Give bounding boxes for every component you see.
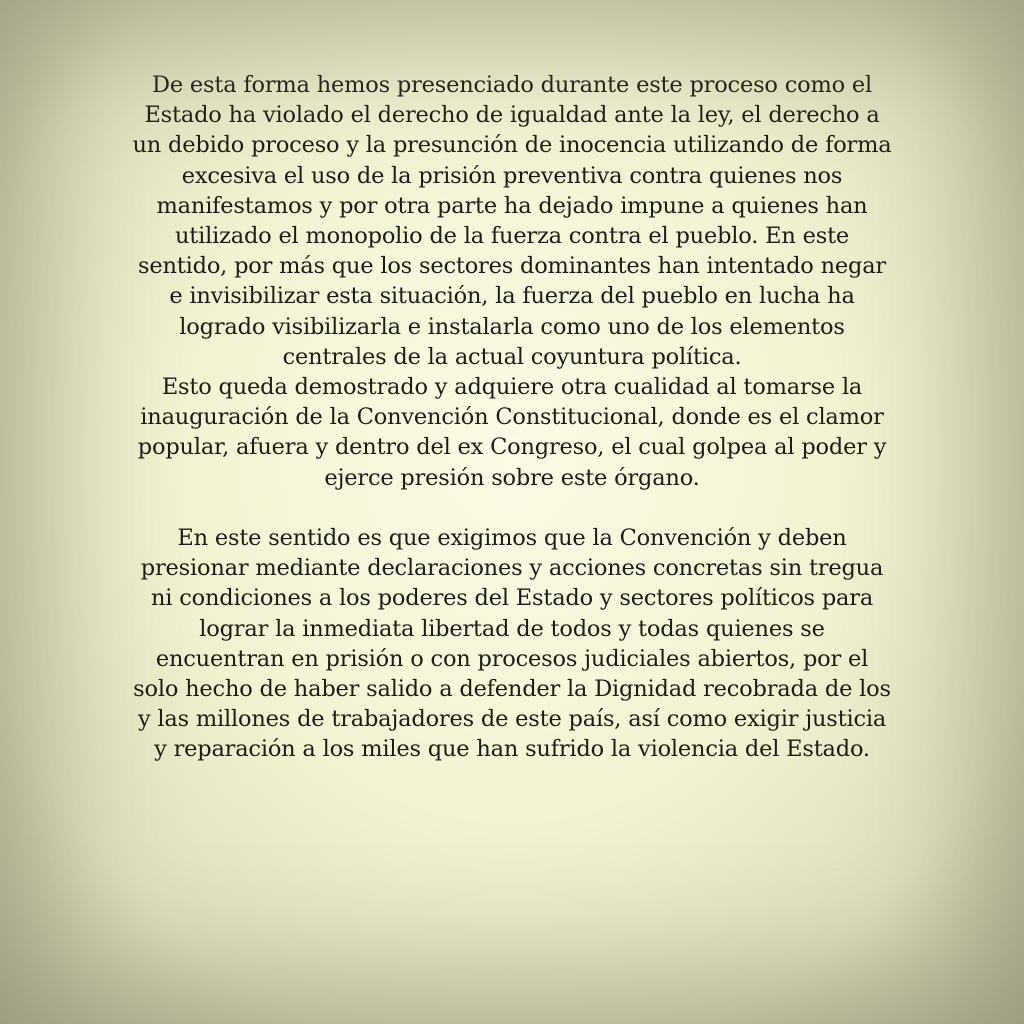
text-line: En este sentido es que exigimos que la Convención y deben: [177, 525, 847, 552]
text-line: sentido, por más que los sectores dominantes han intentado negar: [138, 253, 886, 280]
text-line: presionar mediante declaraciones y acciones concretas sin tregua: [140, 555, 884, 582]
text-line: y las millones de trabajadores de este país, así como exigir justicia: [137, 706, 887, 733]
text-line: y reparación a los miles que han sufrido la violencia del Estado.: [154, 736, 870, 763]
text-line: ejerce presión sobre este órgano.: [324, 464, 700, 491]
text-line: De esta forma hemos presenciado durante este proceso como el: [151, 72, 873, 98]
text-line: Esto queda demostrado y adquiere otra cualidad al tomarse la: [161, 374, 863, 401]
text-line: un debido proceso y la presunción de inocencia utilizando de forma: [132, 132, 892, 159]
document-text: [60, 70, 964, 765]
text-line: encuentran en prisión o con procesos judiciales abiertos, por el: [155, 645, 869, 672]
text-line: popular, afuera y dentro del ex Congreso, el cual golpea al poder y: [137, 434, 887, 461]
text-line: manifestamos y por otra parte ha dejado impune a quienes han: [156, 192, 868, 219]
text-line: utilizado el monopolio de la fuerza contra el pueblo. En este: [174, 223, 850, 250]
text-line: Estado ha violado el derecho de igualdad ante la ley, el derecho a: [144, 102, 880, 129]
text-line: solo hecho de haber salido a defender la Dignidad recobrada de los: [133, 676, 891, 703]
paragraph-1: [60, 70, 964, 372]
text-line: ni condiciones a los poderes del Estado y sectores políticos para: [150, 585, 874, 612]
text-line: centrales de la actual coyuntura política.: [282, 343, 742, 370]
paragraph-3: [60, 523, 964, 765]
paragraph-2: [60, 372, 964, 493]
paragraph-gap: [60, 493, 964, 523]
text-line: logrado visibilizarla e instalarla como uno de los elementos: [179, 313, 845, 340]
text-line: e invisibilizar esta situación, la fuerza del pueblo en lucha ha: [169, 283, 855, 310]
text-line: excesiva el uso de la prisión preventiva contra quienes nos: [181, 162, 843, 189]
text-line: lograr la inmediata libertad de todos y todas quienes se: [199, 615, 825, 642]
text-line: inauguración de la Convención Constitucional, donde es el clamor: [140, 404, 884, 431]
